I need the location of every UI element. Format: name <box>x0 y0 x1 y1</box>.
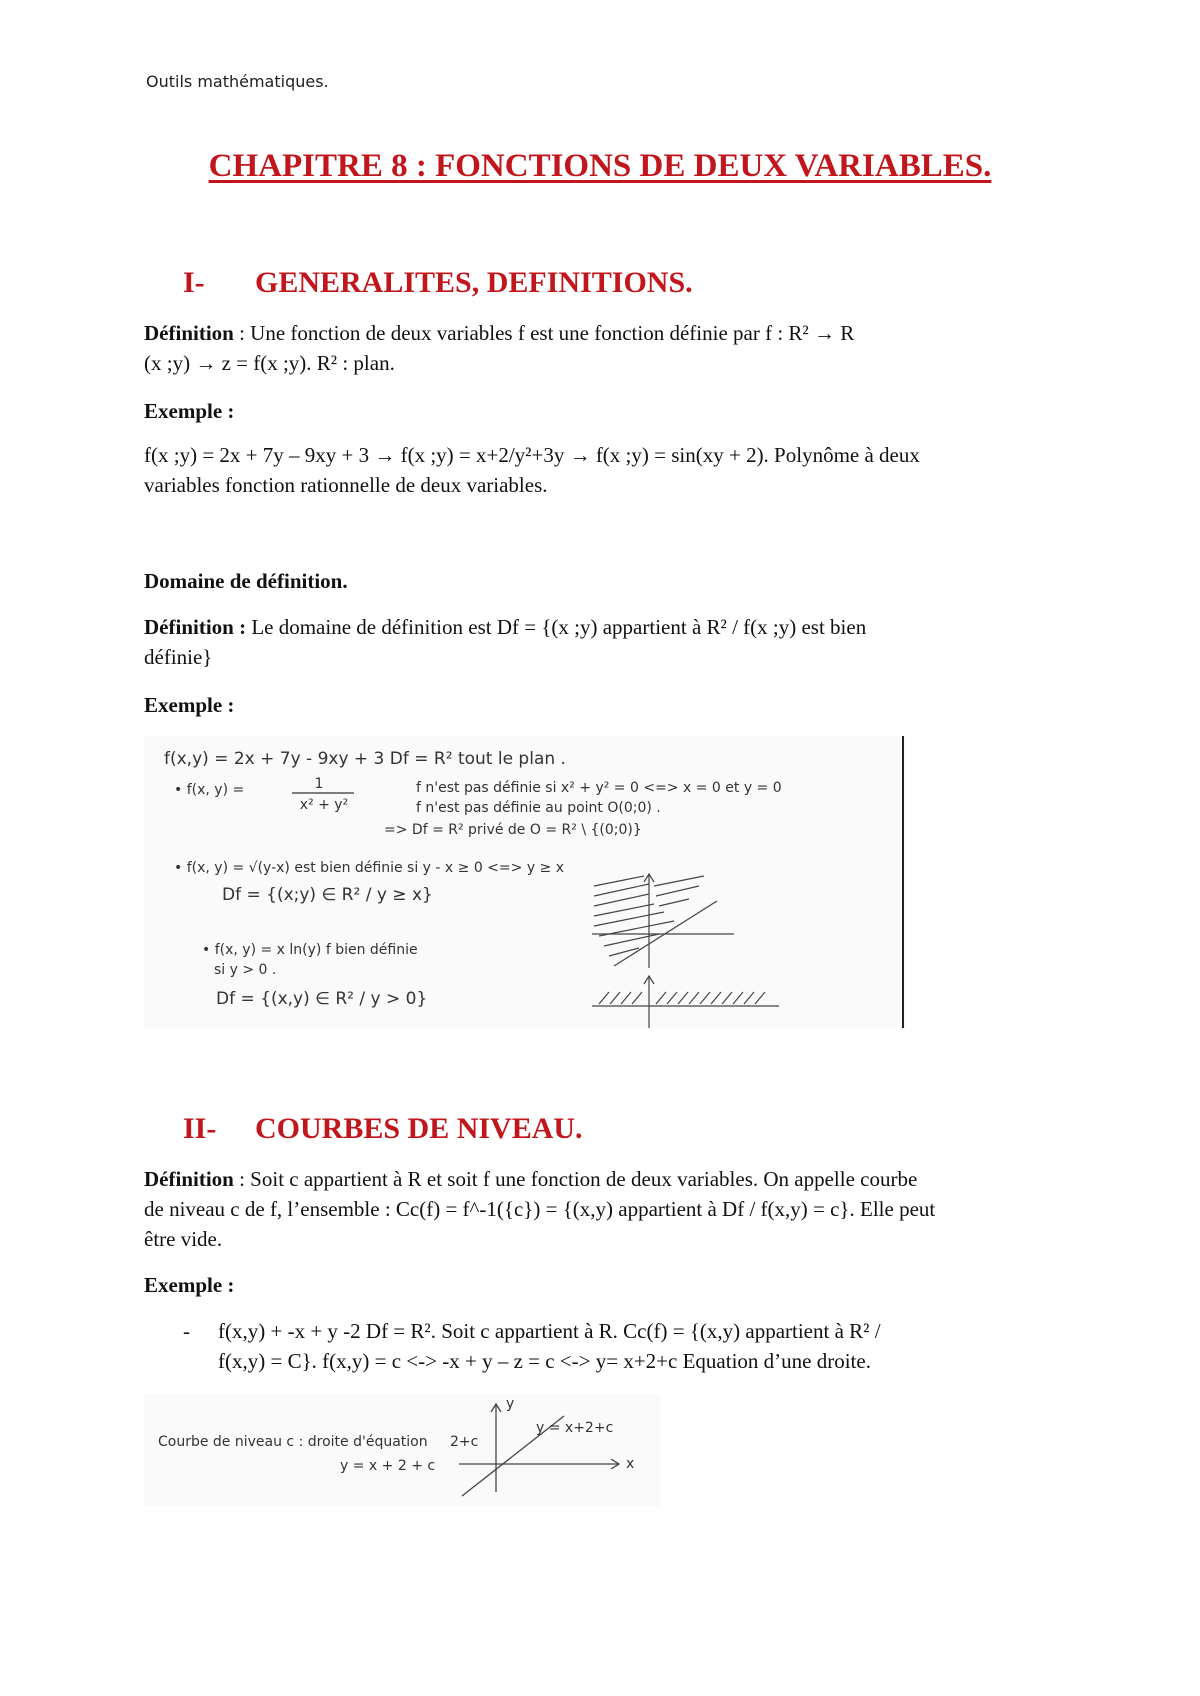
hw-line-1: f(x,y) = 2x + 7y - 9xy + 3 Df = R² tout le plan . <box>164 749 566 769</box>
hw-frac-num: 1 <box>314 776 324 792</box>
level-curve-axes <box>459 1404 619 1496</box>
section-2-heading <box>183 1112 583 1146</box>
hw-line-3: f n'est pas définie au point O(0;0) . <box>416 800 661 816</box>
hw-frac-den: x² + y² <box>299 797 349 813</box>
definition-text: : Une fonction de deux variables f est une fonction définie par f : R² → R <box>233 321 855 345</box>
hw-axis-x: x <box>626 1456 635 1472</box>
level-curve-example-line2: f(x,y) = C}. f(x,y) = c <-> -x + y – z = c <-> y= x+2+c Equation d’une droite. <box>218 1349 871 1373</box>
example-paragraph <box>144 440 1074 500</box>
level-curve-example-line1: f(x,y) + -x + y -2 Df = R². Soit c appartient à R. Cc(f) = {(x,y) appartient à R² / <box>218 1319 881 1343</box>
domain-definition-text: Le domaine de définition est Df = {(x ;y) appartient à R² / f(x ;y) est bien <box>246 615 867 639</box>
level-curve-definition-line1: : Soit c appartient à R et soit f une fonction de deux variables. On appelle courbe <box>233 1167 918 1191</box>
hw-line-2a: • f(x, y) = <box>174 782 245 798</box>
example-line2: variables fonction rationnelle de deux variables. <box>144 473 548 497</box>
definition-text-line2: (x ;y) → z = f(x ;y). R² : plan. <box>144 351 395 375</box>
hw-line-6: Df = {(x;y) ∈ R² / y ≥ x} <box>222 885 433 905</box>
level-curve-example <box>218 1316 1078 1376</box>
handwritten-examples-image <box>144 736 906 1028</box>
level-curve-example-label: Exemple : <box>144 1273 235 1297</box>
section-2-number: II- <box>183 1112 217 1145</box>
hw-intercept: 2+c <box>450 1434 479 1450</box>
sketch-half-plane-y-ge-x <box>592 874 734 968</box>
example-label: Exemple : <box>144 399 235 423</box>
domain-definition <box>144 612 1074 672</box>
section-2-title: COURBES DE NIVEAU. <box>255 1112 583 1145</box>
domain-example-label: Exemple : <box>144 693 235 717</box>
level-curve-definition-line2: de niveau c de f, l’ensemble : Cc(f) = f^-1({c}) = {(x,y) appartient à Df / f(x,y) = c}. Elle peut <box>144 1197 936 1221</box>
hw-axis-y: y <box>506 1396 515 1412</box>
running-header: Outils mathématiques. <box>146 72 329 91</box>
hw-line-4: => Df = R² privé de O = R² \ {(0;0)} <box>384 822 642 838</box>
section-1-heading <box>183 266 693 300</box>
example-bullet: - <box>183 1319 190 1343</box>
hw-line-9: Df = {(x,y) ∈ R² / y > 0} <box>216 989 428 1009</box>
hw-line-5: • f(x, y) = √(y-x) est bien définie si y - x ≥ 0 <=> y ≥ x <box>174 860 565 876</box>
domain-definition-line2: définie} <box>144 645 213 669</box>
chapter-title: CHAPITRE 8 : FONCTIONS DE DEUX VARIABLES. <box>208 148 992 184</box>
level-curve-definition-line3: être vide. <box>144 1227 223 1251</box>
hw-level-text-1: Courbe de niveau c : droite d'équation <box>158 1434 428 1450</box>
definition-paragraph <box>144 318 1074 378</box>
level-curve-definition <box>144 1164 1074 1254</box>
level-curve-definition-label: Définition <box>144 1167 234 1191</box>
example-line1: f(x ;y) = 2x + 7y – 9xy + 3 → f(x ;y) = x+2/y²+3y → f(x ;y) = sin(xy + 2). Polynôme à deux <box>144 443 920 467</box>
hw-line-label: y = x+2+c <box>536 1420 614 1436</box>
definition-label: Définition <box>144 321 234 345</box>
level-curve-sketch-image <box>144 1394 660 1506</box>
hw-line-8: si y > 0 . <box>214 962 277 978</box>
domain-title: Domaine de définition. <box>144 569 348 593</box>
hw-line-2b: f n'est pas définie si x² + y² = 0 <=> x = 0 et y = 0 <box>416 780 782 796</box>
hw-line-7: • f(x, y) = x ln(y) f bien définie <box>202 942 418 958</box>
domain-definition-label: Définition : <box>144 615 247 639</box>
section-1-title: GENERALITES, DEFINITIONS. <box>255 266 693 299</box>
section-1-number: I- <box>183 266 205 299</box>
hw-level-text-2: y = x + 2 + c <box>340 1458 436 1474</box>
sketch-half-plane-y-gt-0 <box>592 976 779 1028</box>
